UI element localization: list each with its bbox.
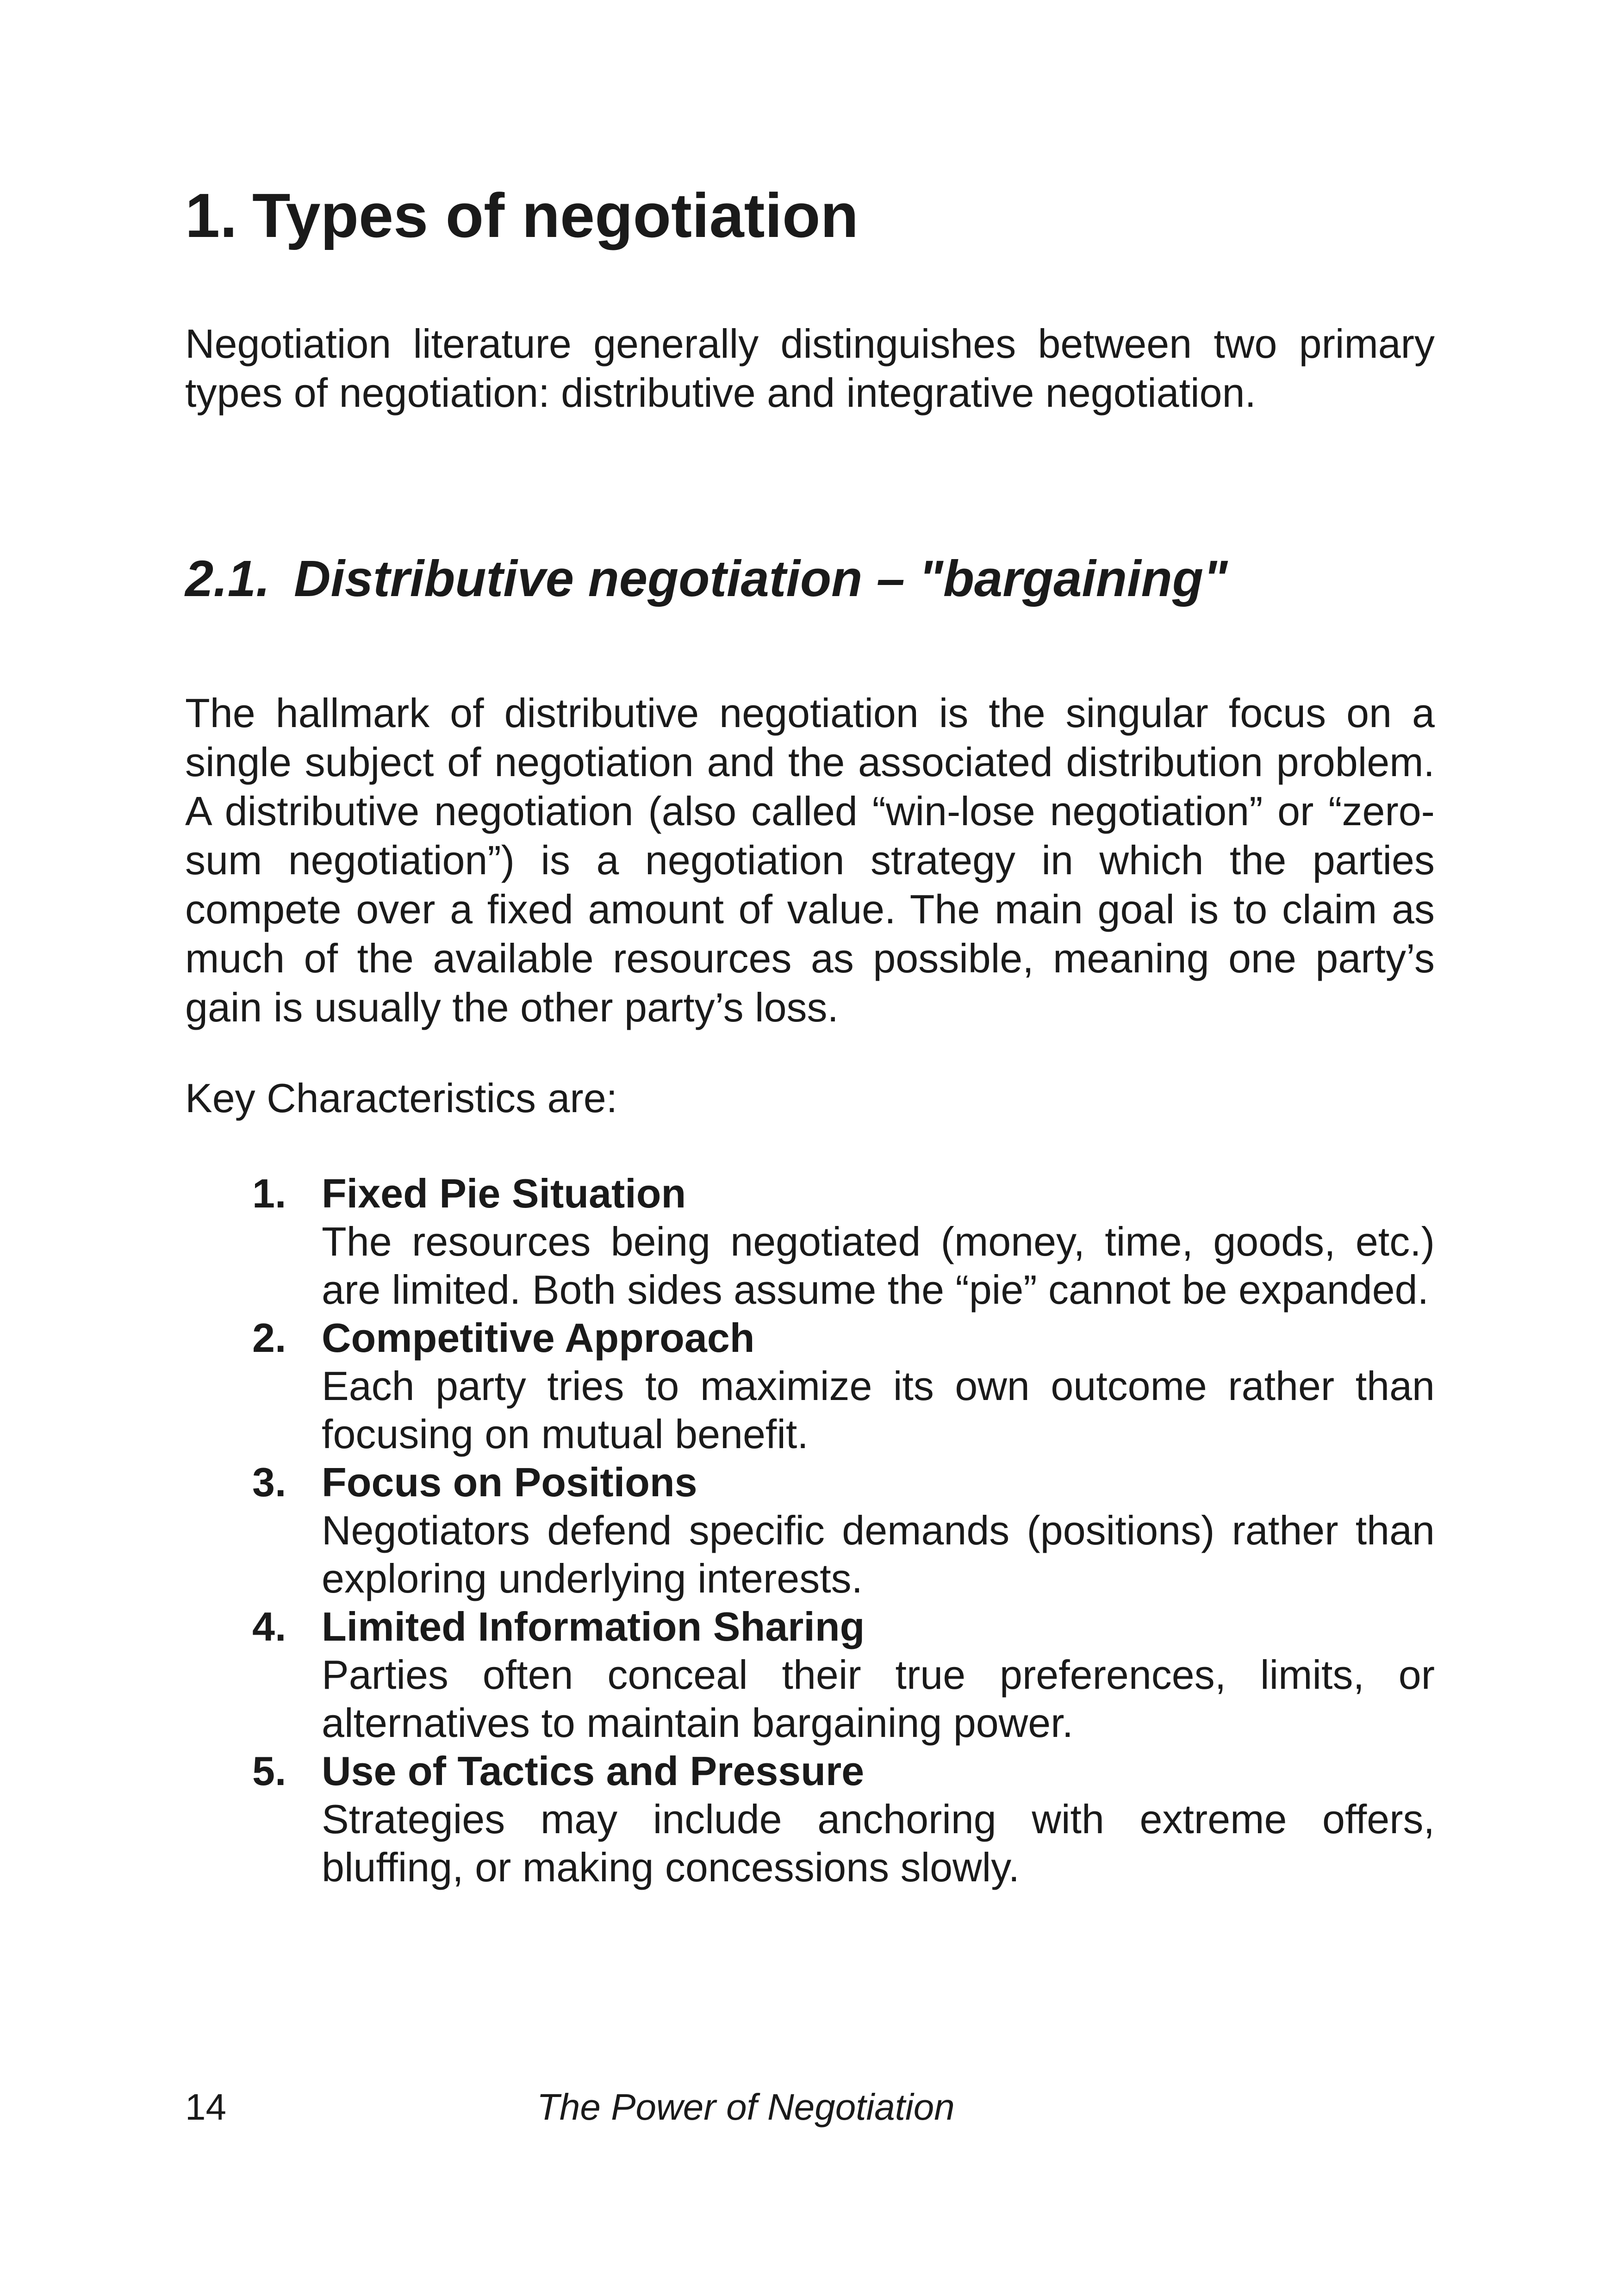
list-item-title: Fixed Pie Situation [322,1170,686,1216]
footer-page-number: 14 [185,2086,226,2128]
list-item-description: Parties often conceal their true preferences, limits, or alternatives to maintain bargaining power. [322,1652,1435,1746]
footer-book-title: The Power of Negotiation [537,2086,955,2128]
list-item-number: 3. [252,1459,286,1505]
list-item [185,1603,1435,1747]
list-item-number: 4. [252,1604,286,1649]
intro-paragraph: Negotiation literature generally distinguishes between two primary types of negotiation: distributive and integrative negotiation. [185,321,1435,416]
document-page [185,0,1435,2296]
list-item-number: 1. [252,1170,286,1216]
list-item-title: Focus on Positions [322,1459,697,1505]
list-item [185,1170,1435,1314]
list-item-description: The resources being negotiated (money, time, goods, etc.) are limited. Both sides assume the “pie” cannot be expanded. [322,1219,1435,1313]
chapter-heading-title: Types of negotiation [252,180,859,250]
section-body-paragraph: The hallmark of distributive negotiation is the singular focus on a single subject of negotiation and the associated distribution problem. A distributive negotiation (also called “win-lose negotiation” or “zero-sum negotiation”) is a negotiation strategy in which the parties compete over a fixed amount of value. The main goal is to claim as much of the available resources as possible, meaning one party’s gain is usually the other party’s loss. [185,690,1435,1030]
list-item [185,1747,1435,1892]
section-heading-title: Distributive negotiation – "bargaining" [294,550,1228,607]
section-heading [185,548,1227,610]
list-item-description: Each party tries to maximize its own outcome rather than focusing on mutual benefit. [322,1363,1435,1457]
list-item-description: Negotiators defend specific demands (positions) rather than exploring underlying interests. [322,1507,1435,1601]
list-item-number: 2. [252,1315,286,1361]
list-item [185,1314,1435,1458]
list-item-description: Strategies may include anchoring with extreme offers, bluffing, or making concessions slowly. [322,1796,1435,1890]
list-item [185,1458,1435,1603]
section-heading-number: 2.1. [185,550,270,607]
chapter-heading-number: 1. [185,180,237,250]
key-characteristics-intro: Key Characteristics are: [185,1075,618,1121]
list-item-title: Limited Information Sharing [322,1604,865,1649]
characteristics-list [185,1170,1435,1892]
chapter-heading [185,178,859,253]
list-item-title: Competitive Approach [322,1315,755,1361]
list-item-number: 5. [252,1748,286,1794]
list-item-title: Use of Tactics and Pressure [322,1748,865,1794]
